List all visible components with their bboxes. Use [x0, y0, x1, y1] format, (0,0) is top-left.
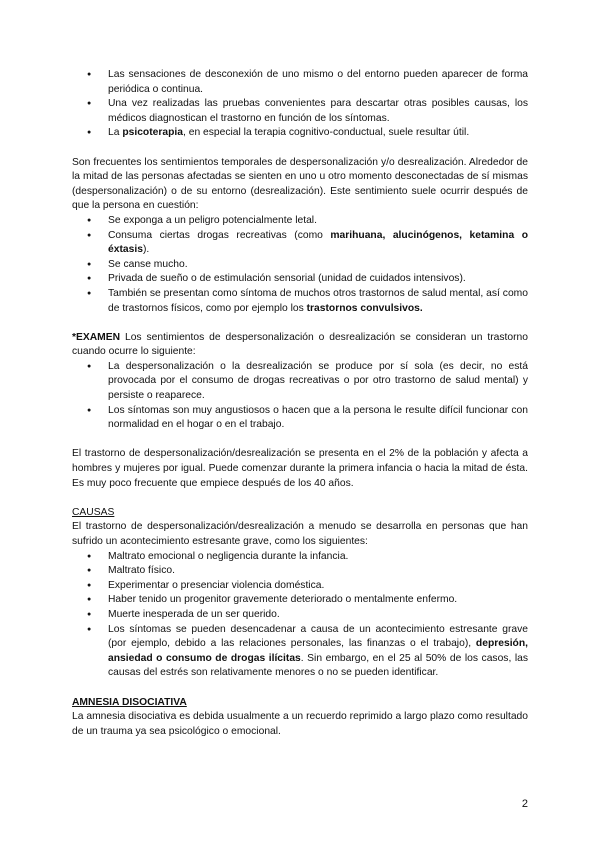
list-item [72, 564, 528, 579]
list-item-text: Muerte inesperada de un ser querido. [108, 608, 280, 620]
paragraph-prevalence: El trastorno de despersonalización/desrealización se presenta en el 2% de la población y afecta a hombres y mujeres por igual. Puede comenzar durante la primera infancia o hacia la mitad de ésta. Es muy poco frecuente que empiece después de los 40 años. [72, 448, 528, 489]
list-item-text: Una vez realizadas las pruebas convenientes para descartar otras posibles causas, los médicos diagnostican el trastorno en función de los síntomas. [108, 98, 528, 124]
list-item [72, 360, 528, 404]
heading-causas: CAUSAS [72, 506, 115, 518]
list-item-text: Consuma ciertas drogas recreativas (como [108, 229, 331, 241]
list-item-text: . Sin embargo, en el 25 al 50% de los casos, las causas del estrés son relativamente menores o no se pueden identificar. [108, 652, 528, 679]
list-item-text: También se presentan como síntoma de muchos otros trastornos de salud mental, así como de trastornos físicos, como por ejemplo los [108, 287, 528, 314]
page-number: 2 [521, 798, 528, 810]
list-item-text: Haber tenido un progenitor gravemente deteriorado o mentalmente enfermo. [108, 594, 458, 606]
list-item [72, 404, 528, 433]
heading-amnesia [72, 696, 528, 711]
list-item-text: Se canse mucho. [108, 258, 188, 270]
list-item [72, 97, 528, 126]
list-item-text: Las sensaciones de desconexión de uno mismo o del entorno pueden aparecer de forma periódica o continua. [108, 69, 528, 95]
paragraph-causas-intro: El trastorno de despersonalización/desrealización a menudo se desarrolla en personas que han sufrido un acontecimiento estresante grave, como los siguientes: [72, 521, 528, 547]
list-item [72, 593, 528, 608]
list-item [72, 68, 528, 97]
paragraph-exam [72, 331, 528, 360]
bullet-list-exam-criteria [72, 360, 528, 433]
list-item-text: Se exponga a un peligro potencialmente letal. [108, 214, 317, 226]
list-item [72, 229, 528, 258]
list-item-text: Maltrato emocional o negligencia durante la infancia. [108, 550, 349, 562]
list-item-text: La despersonalización o la desrealización se produce por sí sola (es decir, no está provocada por el consumo de drogas recreativas o por otro trastorno de salud mental) y persiste o reaparece. [108, 360, 528, 402]
bullet-list-causes [72, 550, 528, 681]
list-item-text: Experimentar o presenciar violencia doméstica. [108, 579, 325, 591]
list-item [72, 608, 528, 623]
list-item [72, 287, 528, 316]
bullet-list-triggers [72, 214, 528, 316]
paragraph-temporary-feelings: Son frecuentes los sentimientos temporales de despersonalización y/o desrealización. Alrededor de la mitad de las personas afectadas se sienten en uno u otro momento desconectadas de sí mismas (despersonalización) o de su entorno (desrealización). Este sentimiento suele ocurrir después de que la persona en cuestión: [72, 156, 528, 212]
list-item [72, 550, 528, 565]
list-item-text: , en especial la terapia cognitivo-conductual, suele resultar útil. [183, 127, 470, 139]
paragraph-amnesia: La amnesia disociativa es debida usualmente a un recuerdo reprimido a largo plazo como resultado de un trauma ya sea psicológico o emocional. [72, 711, 528, 737]
list-item [72, 579, 528, 594]
list-item-text: ). [142, 244, 150, 256]
list-item-text: Los síntomas son muy angustiosos o hacen que a la persona le resulte difícil funcionar con normalidad en el hogar o en el trabajo. [108, 404, 528, 431]
bold-text: marihuana, alucinógenos, ketamina o éxtasis [108, 229, 528, 256]
list-item-text: La [108, 127, 123, 139]
document-page [72, 68, 528, 739]
list-item [72, 214, 528, 229]
heading-amnesia-text: AMNESIA DISOCIATIVA [72, 696, 187, 708]
exam-text: Los sentimientos de despersonalización o desrealización se consideran un trastorno cuando ocurre lo siguiente: [72, 331, 528, 358]
list-item [72, 258, 528, 273]
bold-text: psicoterapia [122, 127, 183, 139]
list-item-text: Privada de sueño o de estimulación sensorial (unidad de cuidados intensivos). [108, 273, 466, 285]
bold-text: depresión, ansiedad o consumo de drogas ilícitas [108, 638, 528, 664]
list-item [72, 623, 528, 681]
list-item [72, 272, 528, 287]
bold-text: trastornos convulsivos. [306, 302, 423, 314]
bullet-list-summary [72, 68, 528, 141]
exam-label: *EXAMEN [72, 331, 121, 343]
list-item-text: Los síntomas se pueden desencadenar a causa de un acontecimiento estresante grave (por ejemplo, debido a las relaciones personales, las finanzas o el trabajo), [108, 623, 528, 650]
list-item-text: Maltrato físico. [108, 565, 175, 577]
list-item [72, 126, 528, 141]
